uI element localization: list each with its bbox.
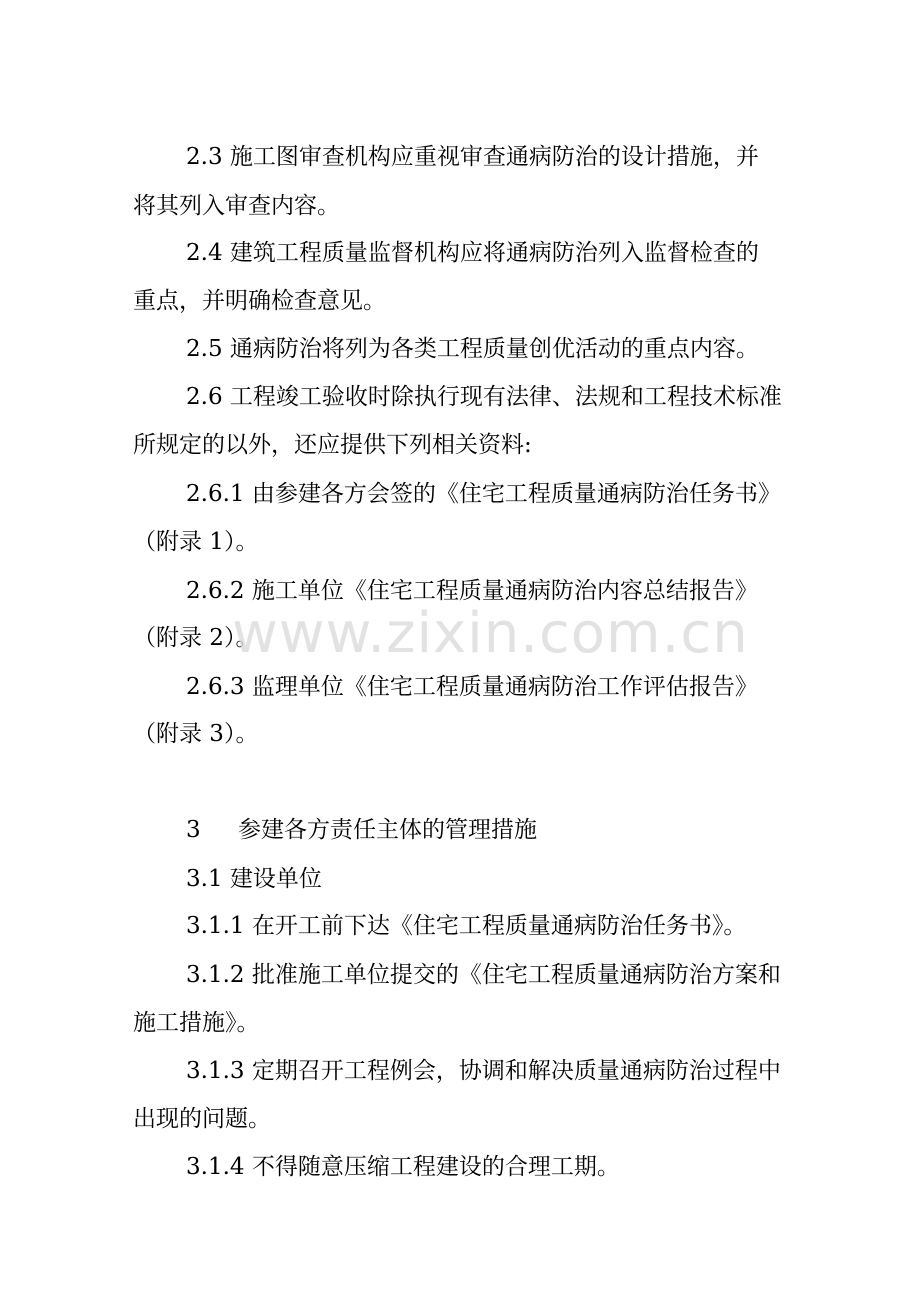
paragraph-3-1-2-line-1: 3.1.2 批准施工单位提交的《住宅工程质量通病防治方案和 bbox=[186, 962, 781, 988]
section-3-number: 3 bbox=[186, 817, 201, 843]
paragraph-2-6-1-line-1: 2.6.1 由参建各方会签的《住宅工程质量通病防治任务书》 bbox=[186, 481, 781, 507]
paragraph-2-6-3-line-2: （附录 3）。 bbox=[133, 721, 259, 747]
paragraph-3-1-3-line-2: 出现的问题。 bbox=[133, 1106, 271, 1132]
paragraph-2-3-line-1: 2.3 施工图审查机构应重视审查通病防治的设计措施，并 bbox=[186, 144, 759, 170]
watermark: www.zixin.com.cn bbox=[232, 601, 749, 666]
paragraph-2-4-line-2: 重点，并明确检查意见。 bbox=[133, 288, 386, 314]
paragraph-2-3-line-2: 将其列入审查内容。 bbox=[133, 193, 340, 219]
paragraph-2-6-line-1: 2.6 工程竣工验收时除执行现有法律、法规和工程技术标准 bbox=[186, 384, 782, 410]
section-3-heading: 参建各方责任主体的管理措施 bbox=[238, 817, 537, 843]
paragraph-3-1: 3.1 建设单位 bbox=[186, 866, 322, 892]
paragraph-2-6-3-line-1: 2.6.3 监理单位《住宅工程质量通病防治工作评估报告》 bbox=[186, 674, 758, 700]
paragraph-2-5: 2.5 通病防治将列为各类工程质量创优活动的重点内容。 bbox=[186, 336, 759, 362]
paragraph-2-6-2-line-1: 2.6.2 施工单位《住宅工程质量通病防治内容总结报告》 bbox=[186, 578, 758, 604]
paragraph-3-1-4: 3.1.4 不得随意压缩工程建设的合理工期。 bbox=[186, 1154, 620, 1180]
paragraph-2-6-1-line-2: （附录 1）。 bbox=[133, 529, 259, 555]
paragraph-2-6-line-2: 所规定的以外，还应提供下列相关资料: bbox=[133, 432, 532, 458]
paragraph-3-1-1: 3.1.1 在开工前下达《住宅工程质量通病防治任务书》。 bbox=[186, 913, 747, 939]
paragraph-3-1-3-line-1: 3.1.3 定期召开工程例会，协调和解决质量通病防治过程中 bbox=[186, 1058, 781, 1084]
paragraph-3-1-2-line-2: 施工措施》。 bbox=[133, 1010, 260, 1036]
paragraph-2-4-line-1: 2.4 建筑工程质量监督机构应将通病防治列入监督检查的 bbox=[186, 240, 759, 266]
paragraph-2-6-2-line-2: （附录 2）。 bbox=[133, 625, 259, 651]
